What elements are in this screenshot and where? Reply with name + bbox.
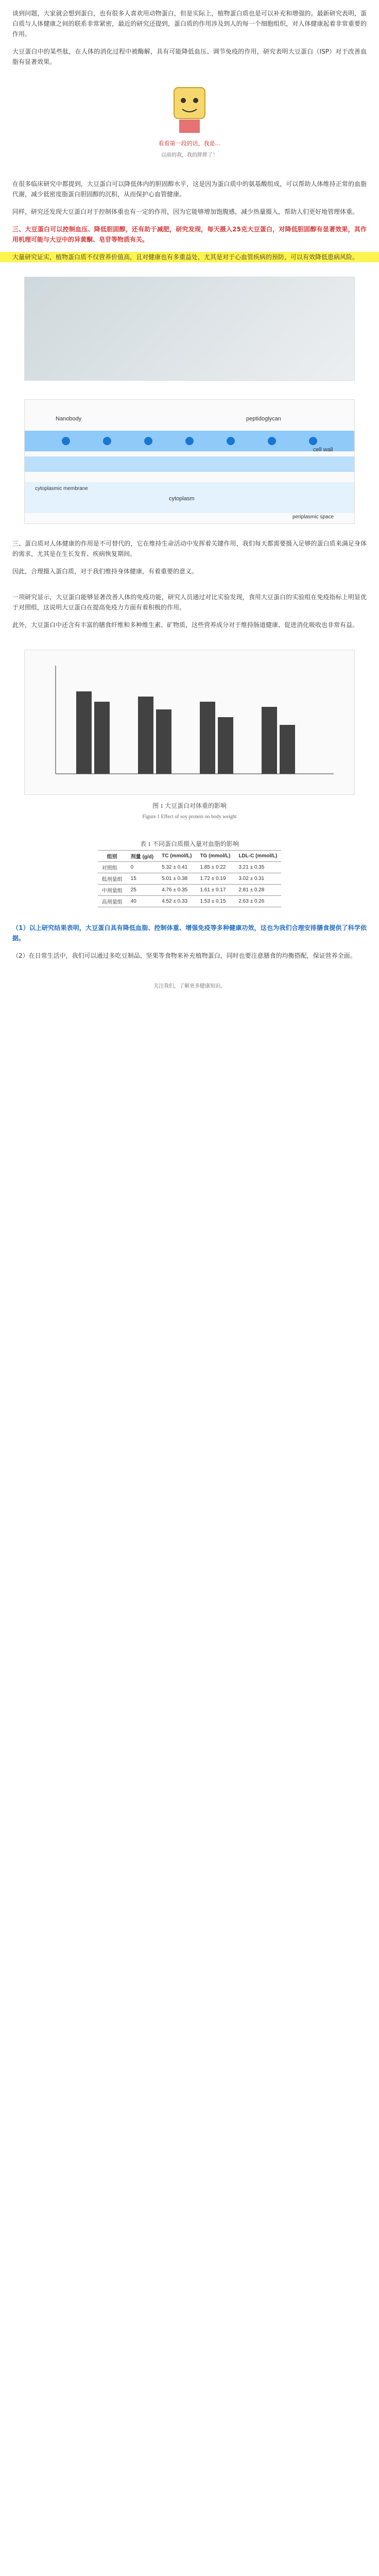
table-row	[98, 885, 282, 896]
table-cell: 40	[127, 896, 158, 907]
chart1-subtitle: Figure 1 Effect of soy protein on body weight	[142, 814, 237, 820]
table-cell: 中剂量组	[98, 885, 127, 896]
table-cell: 3.21 ± 0.35	[234, 862, 281, 873]
chart-figure-1	[24, 650, 355, 795]
intro-paragraph-2: 大豆蛋白中的某些肽，在人体的消化过程中被酶解，具有可能降低血压、调节免疫的作用，研究表明大豆蛋白（ISP）对于改善血脂有显著效果。	[12, 48, 367, 65]
cartoon-face-icon	[159, 77, 220, 139]
table-header: 组别	[98, 851, 127, 862]
footer-text: 关注我们，了解更多健康知识。	[153, 984, 226, 989]
lab-photo	[24, 277, 355, 381]
label-cell-wall: cell wall	[313, 447, 333, 453]
table-cell: 5.32 ± 0.41	[158, 862, 196, 873]
mascot-caption: 以前的我，我的胖胖了！	[161, 152, 218, 158]
mascot-speech: 看看第一段的话，我是…	[158, 140, 221, 147]
table-header: TC (mmol/L)	[158, 851, 196, 862]
label-cytoplasm: cytoplasm	[169, 496, 195, 502]
chart1-title: 图 1 大豆蛋白对体重的影响	[152, 802, 227, 809]
table-row	[98, 873, 282, 885]
table-cell: 高剂量组	[98, 896, 127, 907]
label-nanobody: Nanobody	[56, 416, 82, 422]
table-header: TG (mmol/L)	[196, 851, 234, 862]
section1-paragraph-1: 在很多临床研究中都提到，大豆蛋白可以降低体内的胆固醇水平，这是因为蛋白质中的氨基酸组成，可以帮助人体维持正常的血脂代谢，减少低密度脂蛋白胆固醇的沉积，从而保护心血管健康。	[12, 180, 367, 198]
table-cell: 3.02 ± 0.31	[234, 873, 281, 885]
table-cell: 1.85 ± 0.22	[196, 862, 234, 873]
intro-paragraph-1: 谈到问题，大家就会想到蛋白，也有很多人喜欢用动物蛋白，但是实际上，植物蛋白质也是可以补充和增强的。最新研究表明，蛋白质与人体健康之间的联系非常紧密，最近的研究还提到，蛋白质的作用涉及到人的每一个细胞组织，对人体健康起着非常重要的作用。	[12, 10, 367, 38]
lipid-table	[98, 850, 282, 907]
mascot-illustration	[159, 77, 220, 139]
section3-paragraph-1: 一项研究显示，大豆蛋白能够显著改善人体的免疫功能，研究人员通过对比实验发现，食用大豆蛋白的实验组在免疫指标上明显优于对照组，这说明大豆蛋白在提高免疫力方面有着积极的作用。	[12, 594, 367, 611]
table-cell: 4.76 ± 0.35	[158, 885, 196, 896]
table-header: 剂量 (g/d)	[127, 851, 158, 862]
table-header: LDL-C (mmol/L)	[234, 851, 281, 862]
table-cell: 1.72 ± 0.19	[196, 873, 234, 885]
table-cell: 5.01 ± 0.38	[158, 873, 196, 885]
table-row	[98, 862, 282, 873]
section5-paragraph: （2）在日常生活中，我们可以通过多吃豆制品、坚果等食物来补充植物蛋白，同时也要注意膳食的均衡搭配，保证营养全面。	[12, 952, 356, 959]
table-cell: 0	[127, 862, 158, 873]
highlight-paragraph-1: 三、大豆蛋白可以控制血压、降低胆固醇，还有助于减肥，研究发现，每天摄入25克大豆蛋白，对降低胆固醇有显著效果，其作用机理可能与大豆中的异黄酮、皂苷等物质有关。	[12, 226, 367, 243]
table-cell: 4.52 ± 0.33	[158, 896, 196, 907]
section3-paragraph-2: 此外，大豆蛋白中还含有丰富的膳食纤维和多种维生素、矿物质，这些营养成分对于维持肠道健康、促进消化吸收也非常有益。	[12, 621, 359, 629]
table-cell: 2.81 ± 0.28	[234, 885, 281, 896]
section1-paragraph-2: 同样，研究还发现大豆蛋白对于控制体重也有一定的作用，因为它能够增加饱腹感，减少热量摄入，帮助人们更好地管理体重。	[12, 208, 359, 215]
label-cytoplasmic-membrane: cytoplasmic membrane	[35, 486, 88, 492]
table-row	[98, 896, 282, 907]
label-periplasmic-space: periplasmic space	[292, 514, 334, 520]
table-cell: 15	[127, 873, 158, 885]
highlight-paragraph-2: 大量研究证实，植物蛋白质不仅营养价值高，且对健康也有多重益处，尤其是对于心血管疾病的预防，可以有效降低患病风险。	[0, 252, 379, 262]
table-cell: 对照组	[98, 862, 127, 873]
section4-paragraph: （1）以上研究结果表明，大豆蛋白具有降低血脂、控制体重、增强免疫等多种健康功效，这也为我们合理安排膳食提供了科学依据。	[12, 924, 367, 942]
section2-paragraph-2: 因此，合理摄入蛋白质，对于我们维持身体健康，有着重要的意义。	[12, 568, 198, 575]
table-cell: 1.53 ± 0.15	[196, 896, 234, 907]
membrane-svg	[25, 400, 354, 523]
section2-paragraph-1: 三、蛋白质对人体健康的作用是不可替代的，它在维持生命活动中发挥着关键作用，我们每天都需要摄入足够的蛋白质来满足身体的需求，尤其是在生长发育、疾病恢复期间。	[12, 540, 367, 557]
table-cell: 2.63 ± 0.26	[234, 896, 281, 907]
table-cell: 低剂量组	[98, 873, 127, 885]
bar-chart-svg	[25, 650, 354, 794]
table-cell: 25	[127, 885, 158, 896]
table-cell: 1.61 ± 0.17	[196, 885, 234, 896]
table1-title: 表 1 不同蛋白质摄入量对血脂的影响	[140, 840, 239, 848]
membrane-diagram	[24, 399, 355, 524]
label-peptidoglycan: peptidoglycan	[246, 416, 281, 422]
